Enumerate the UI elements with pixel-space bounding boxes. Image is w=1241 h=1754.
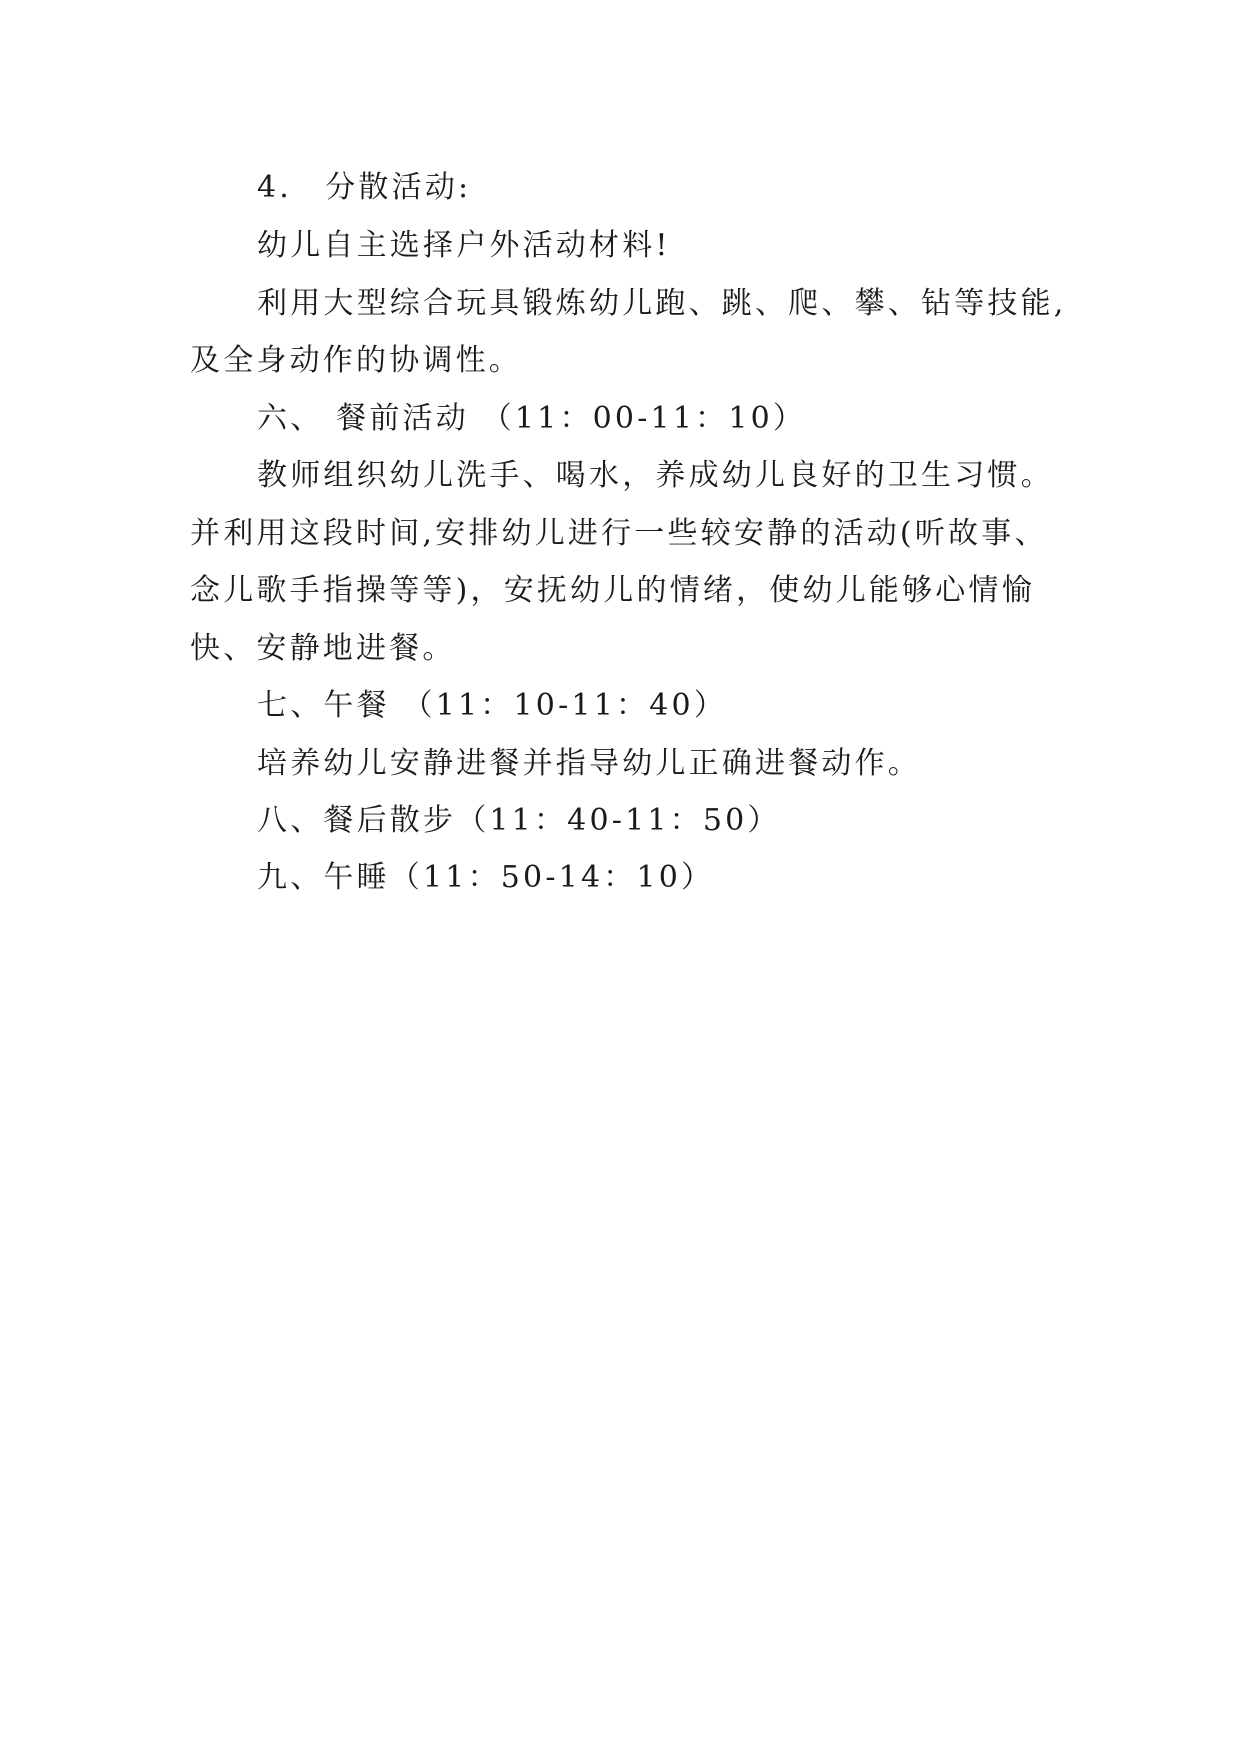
paragraph-large-toys-line-2: 及全身动作的协调性。: [190, 343, 522, 378]
paragraph-large-toys-line-1: 利用大型综合玩具锻炼幼儿跑、跳、爬、攀、钻等技能,: [257, 286, 1067, 321]
paragraph-outdoor-materials: 幼儿自主选择户外活动材料!: [257, 228, 671, 263]
paragraph-lunch: 培养幼儿安静进餐并指导幼儿正确进餐动作。: [257, 746, 921, 781]
paragraph-pre-meal-line-4: 快、安静地进餐。: [190, 631, 456, 666]
item-4-scattered-activity-heading: 4. 分散活动:: [257, 170, 472, 205]
section-6-pre-meal-heading: 六、 餐前活动 （11：00-11：10）: [257, 401, 807, 436]
section-8-after-meal-walk-heading: 八、餐后散步（11：40-11：50）: [257, 803, 781, 838]
section-9-nap-heading: 九、午睡（11：50-14：10）: [257, 860, 715, 895]
section-7-lunch-heading: 七、午餐 （11：10-11：40）: [257, 688, 727, 723]
paragraph-pre-meal-line-3: 念儿歌手指操等等)，安抚幼儿的情绪，使幼儿能够心情愉: [190, 573, 1035, 608]
paragraph-pre-meal-line-1: 教师组织幼儿洗手、喝水，养成幼儿良好的卫生习惯。: [257, 458, 1054, 493]
paragraph-pre-meal-line-2: 并利用这段时间,安排幼儿进行一些较安静的活动(听故事、: [190, 516, 1048, 551]
